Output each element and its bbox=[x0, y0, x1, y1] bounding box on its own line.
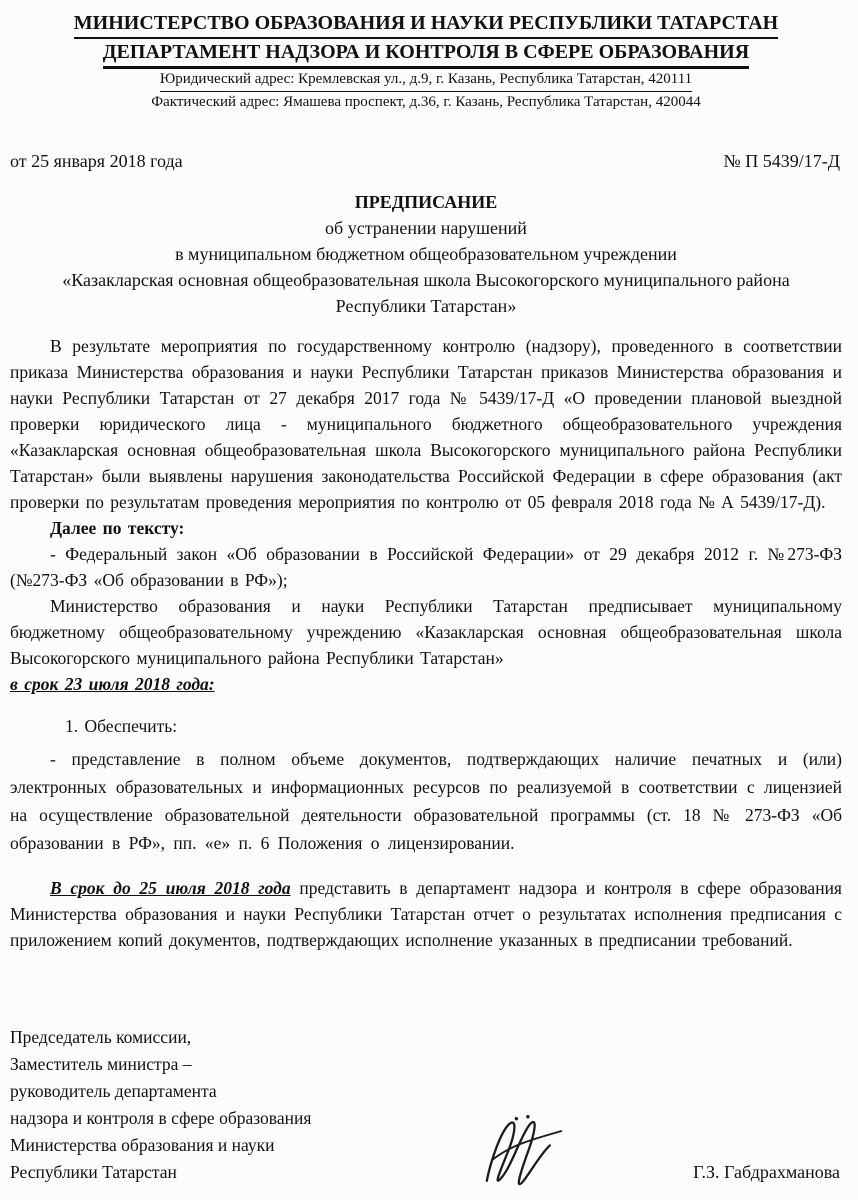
paragraph-further-label: Далее по тексту: bbox=[50, 518, 185, 538]
signatory-title-line: Заместитель министра – bbox=[10, 1054, 192, 1074]
paragraph-inspection-results: В результате мероприятия по государственному контролю (надзору), проведенного в соответствии приказа Министерства образования и науки Республики Татарстан приказов Министерства образования и науки Республики Татарстан от 27 декабря 2017 года № 5439/17-Д «О проведении плановой выездной проверки юридического лица - муниципального бюджетного общеобразовательного учреждения «Казакларская основная общеобразовательная школа Высокогорского муниципального района Республики Татарстан» были выявлены нарушения законодательства Российской Федерации в сфере образования (акт проверки по результатам проведения мероприятия по контролю от 05 февраля 2018 года № А 5439/17-Д). bbox=[10, 336, 842, 512]
document-body bbox=[10, 333, 842, 953]
paragraph-federal-law: - Федеральный закон «Об образовании в Российской Федерации» от 29 декабря 2012 г. №273-ФЗ (№273-ФЗ «Об образовании в РФ»); bbox=[10, 544, 842, 590]
signatory-title-lines bbox=[10, 1024, 477, 1186]
document-title: ПРЕДПИСАНИЕ bbox=[354, 192, 498, 212]
letterhead-line-1-text: МИНИСТЕРСТВО ОБРАЗОВАНИЯ И НАУКИ РЕСПУБЛИКИ ТАТАРСТАН bbox=[74, 10, 778, 39]
paragraph-report-requirement bbox=[10, 875, 842, 953]
paragraph-report-text: представить в департамент надзора и контроля в сфере образования Министерства образования и науки Республики Татарстан отчет о результатах исполнения предписания с приложением копий документов, подтверждающих исполнение указанных в предписании требований. bbox=[10, 878, 842, 950]
date-number-row bbox=[10, 149, 842, 173]
title-subtitle-2: в муниципальном бюджетном общеобразовательном учреждении bbox=[175, 244, 677, 264]
actual-address bbox=[10, 92, 842, 113]
signatory-title-line: Министерства образования и науки bbox=[10, 1135, 275, 1155]
signatory-name: Г.З. Габдрахманова bbox=[693, 1162, 840, 1182]
deadline-line-1: в срок 23 июля 2018 года: bbox=[10, 674, 215, 694]
paragraph-prescribes: Министерство образования и науки Республики Татарстан предписывает муниципальному бюджетному общеобразовательному учреждению «Казакларская основная общеобразовательная школа Высокогорского муниципального района Республики Татарстан» bbox=[10, 596, 842, 668]
legal-address bbox=[10, 69, 842, 92]
document-number: № П 5439/17-Д bbox=[723, 151, 840, 171]
deadline-line-2: В срок до 25 июля 2018 года bbox=[50, 878, 291, 898]
signatory-title-line: Председатель комиссии, bbox=[10, 1027, 192, 1047]
title-organization-name: «Казакларская основная общеобразовательная школа Высокогорского муниципального района Республики Татарстан» bbox=[62, 270, 790, 316]
letterhead-line-2-text: ДЕПАРТАМЕНТ НАДЗОРА И КОНТРОЛЯ В СФЕРЕ ОБРАЗОВАНИЯ bbox=[103, 39, 749, 69]
letterhead bbox=[10, 10, 842, 113]
letterhead-line-1 bbox=[10, 10, 842, 39]
actual-address-text: Фактический адрес: Ямашева проспект, д.36, г. Казань, Республика Татарстан, 420044 bbox=[151, 94, 701, 110]
letterhead-line-2 bbox=[10, 39, 842, 69]
document-title-block bbox=[10, 189, 842, 319]
item-1-header: 1. Обеспечить: bbox=[65, 716, 178, 736]
signatory-title-line: руководитель департамента bbox=[10, 1081, 217, 1101]
signatory-title-line: надзора и контроля в сфере образования bbox=[10, 1108, 312, 1128]
title-subtitle-1: об устранении нарушений bbox=[325, 218, 527, 238]
signature-block bbox=[10, 1024, 842, 1186]
item-1-text: - представление в полном объеме документов, подтверждающих наличие печатных и (или) электронных образовательных и информационных ресурсов по реализуемой в соответствии с лицензией на осуществление образовательной деятельности образовательной программы (ст. 18 № 273-ФЗ «Об образовании в РФ», пп. «е» п. 6 Положения о лицензировании. bbox=[10, 749, 842, 853]
document-date: от 25 января 2018 года bbox=[10, 151, 183, 171]
handwritten-signature-icon bbox=[477, 1112, 573, 1198]
legal-address-text: Юридический адрес: Кремлевская ул., д.9, г. Казань, Республика Татарстан, 420111 bbox=[160, 69, 692, 92]
signatory-title-line: Республики Татарстан bbox=[10, 1162, 177, 1182]
